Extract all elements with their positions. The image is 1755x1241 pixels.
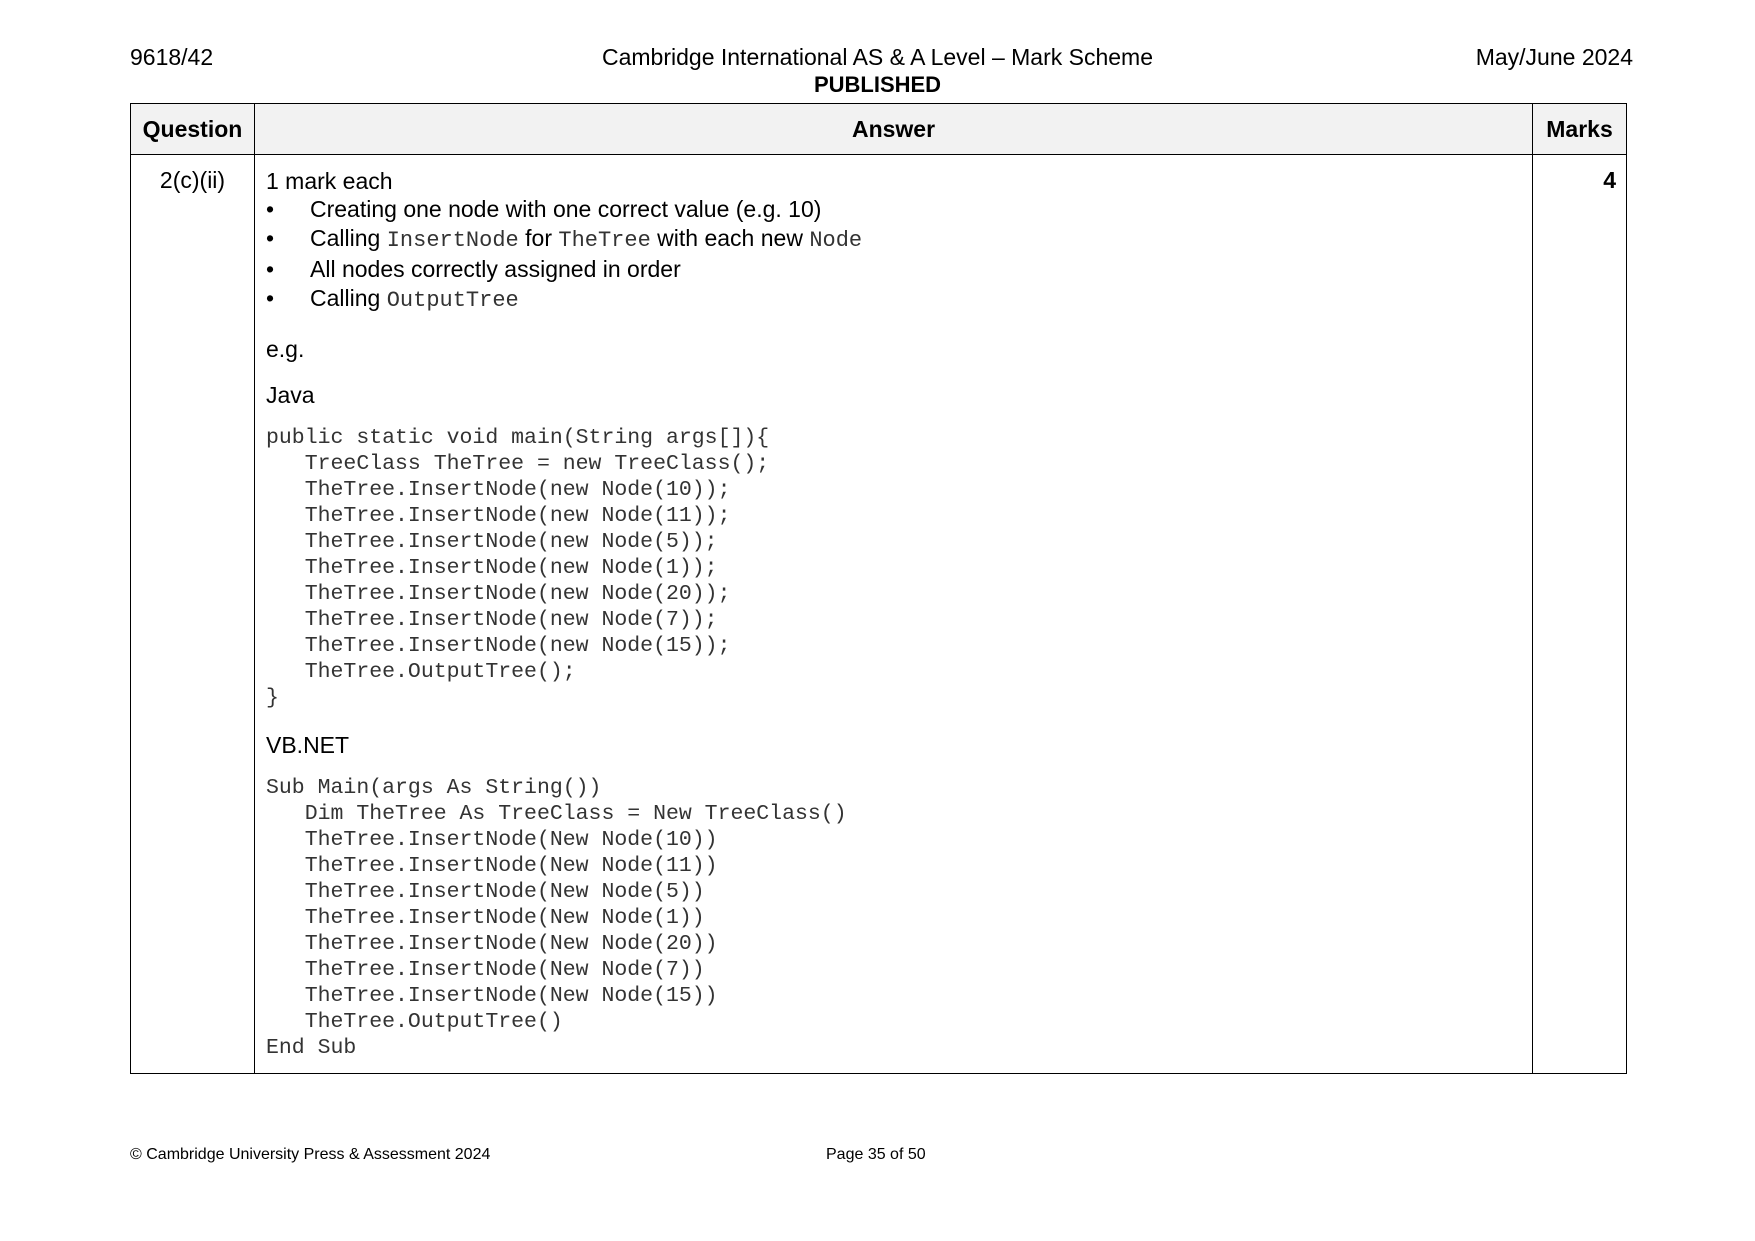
code-term: TheTree xyxy=(558,227,651,253)
page-number: Page 35 of 50 xyxy=(826,1146,926,1163)
paper-code: 9618/42 xyxy=(130,44,214,70)
table-row xyxy=(131,155,1627,1074)
bullet-icon: • xyxy=(266,256,275,282)
marking-criteria-list xyxy=(266,195,1522,315)
vbnet-code: Sub Main(args As String()) Dim TheTree As TreeClass = New TreeClass() TheTree.InsertNode(New Node(10)) TheTree.InsertNode(New Node(11)) TheTree.InsertNode(New Node(5)) TheTree.InsertNode(New Node(1)) TheTree.InsertNode(New Node(20)) TheTree.InsertNode(New Node(7)) TheTree.InsertNode(New Node(15)) TheTree.OutputTree() End Sub xyxy=(266,776,847,1060)
criterion-item: • Calling InsertNode for TheTree with each new Node xyxy=(266,224,863,253)
mark-scheme-table xyxy=(130,103,1627,1074)
marking-intro: 1 mark each xyxy=(266,168,393,194)
code-term: InsertNode xyxy=(386,227,519,253)
published-label: PUBLISHED xyxy=(813,72,942,97)
question-column-header: Question xyxy=(131,104,255,155)
example-label: e.g. xyxy=(266,336,305,362)
marks-value: 4 xyxy=(1533,155,1627,1074)
marks-column-header: Marks xyxy=(1533,104,1627,155)
criterion-item: • Creating one node with one correct value (e.g. 10) xyxy=(266,196,822,222)
vbnet-label: VB.NET xyxy=(266,732,350,758)
java-code-declaration: TreeClass TheTree = new TreeClass(); xyxy=(266,452,770,476)
criterion-item: • Calling OutputTree xyxy=(266,284,519,313)
bullet-icon: • xyxy=(266,284,275,311)
code-term: OutputTree xyxy=(386,287,519,313)
answer-cell xyxy=(255,155,1533,1074)
answer-column-header: Answer xyxy=(255,104,1533,155)
document-title: Cambridge International AS & A Level – Mark Scheme xyxy=(601,44,1154,70)
java-code-output: TheTree.OutputTree(); } xyxy=(266,660,576,710)
criterion-item: • All nodes correctly assigned in order xyxy=(266,256,681,282)
java-label: Java xyxy=(266,382,315,408)
java-code-signature: public static void main(String args[]){ xyxy=(266,426,770,450)
question-number: 2(c)(ii) xyxy=(131,155,255,1074)
exam-session: May/June 2024 xyxy=(1475,44,1633,70)
table-header-row xyxy=(131,104,1627,155)
java-code-inserts: TheTree.InsertNode(new Node(10)); TheTree.InsertNode(new Node(11)); TheTree.InsertNode(new Node(5)); TheTree.InsertNode(new Node(1)); TheTree.InsertNode(new Node(20)); TheTree.InsertNode(new Node(7)); TheTree.InsertNode(new Node(15)); xyxy=(304,478,731,658)
copyright-notice: © Cambridge University Press & Assessment 2024 xyxy=(130,1146,491,1163)
bullet-icon: • xyxy=(266,196,275,222)
bullet-icon: • xyxy=(266,224,275,251)
code-term: Node xyxy=(809,227,863,253)
